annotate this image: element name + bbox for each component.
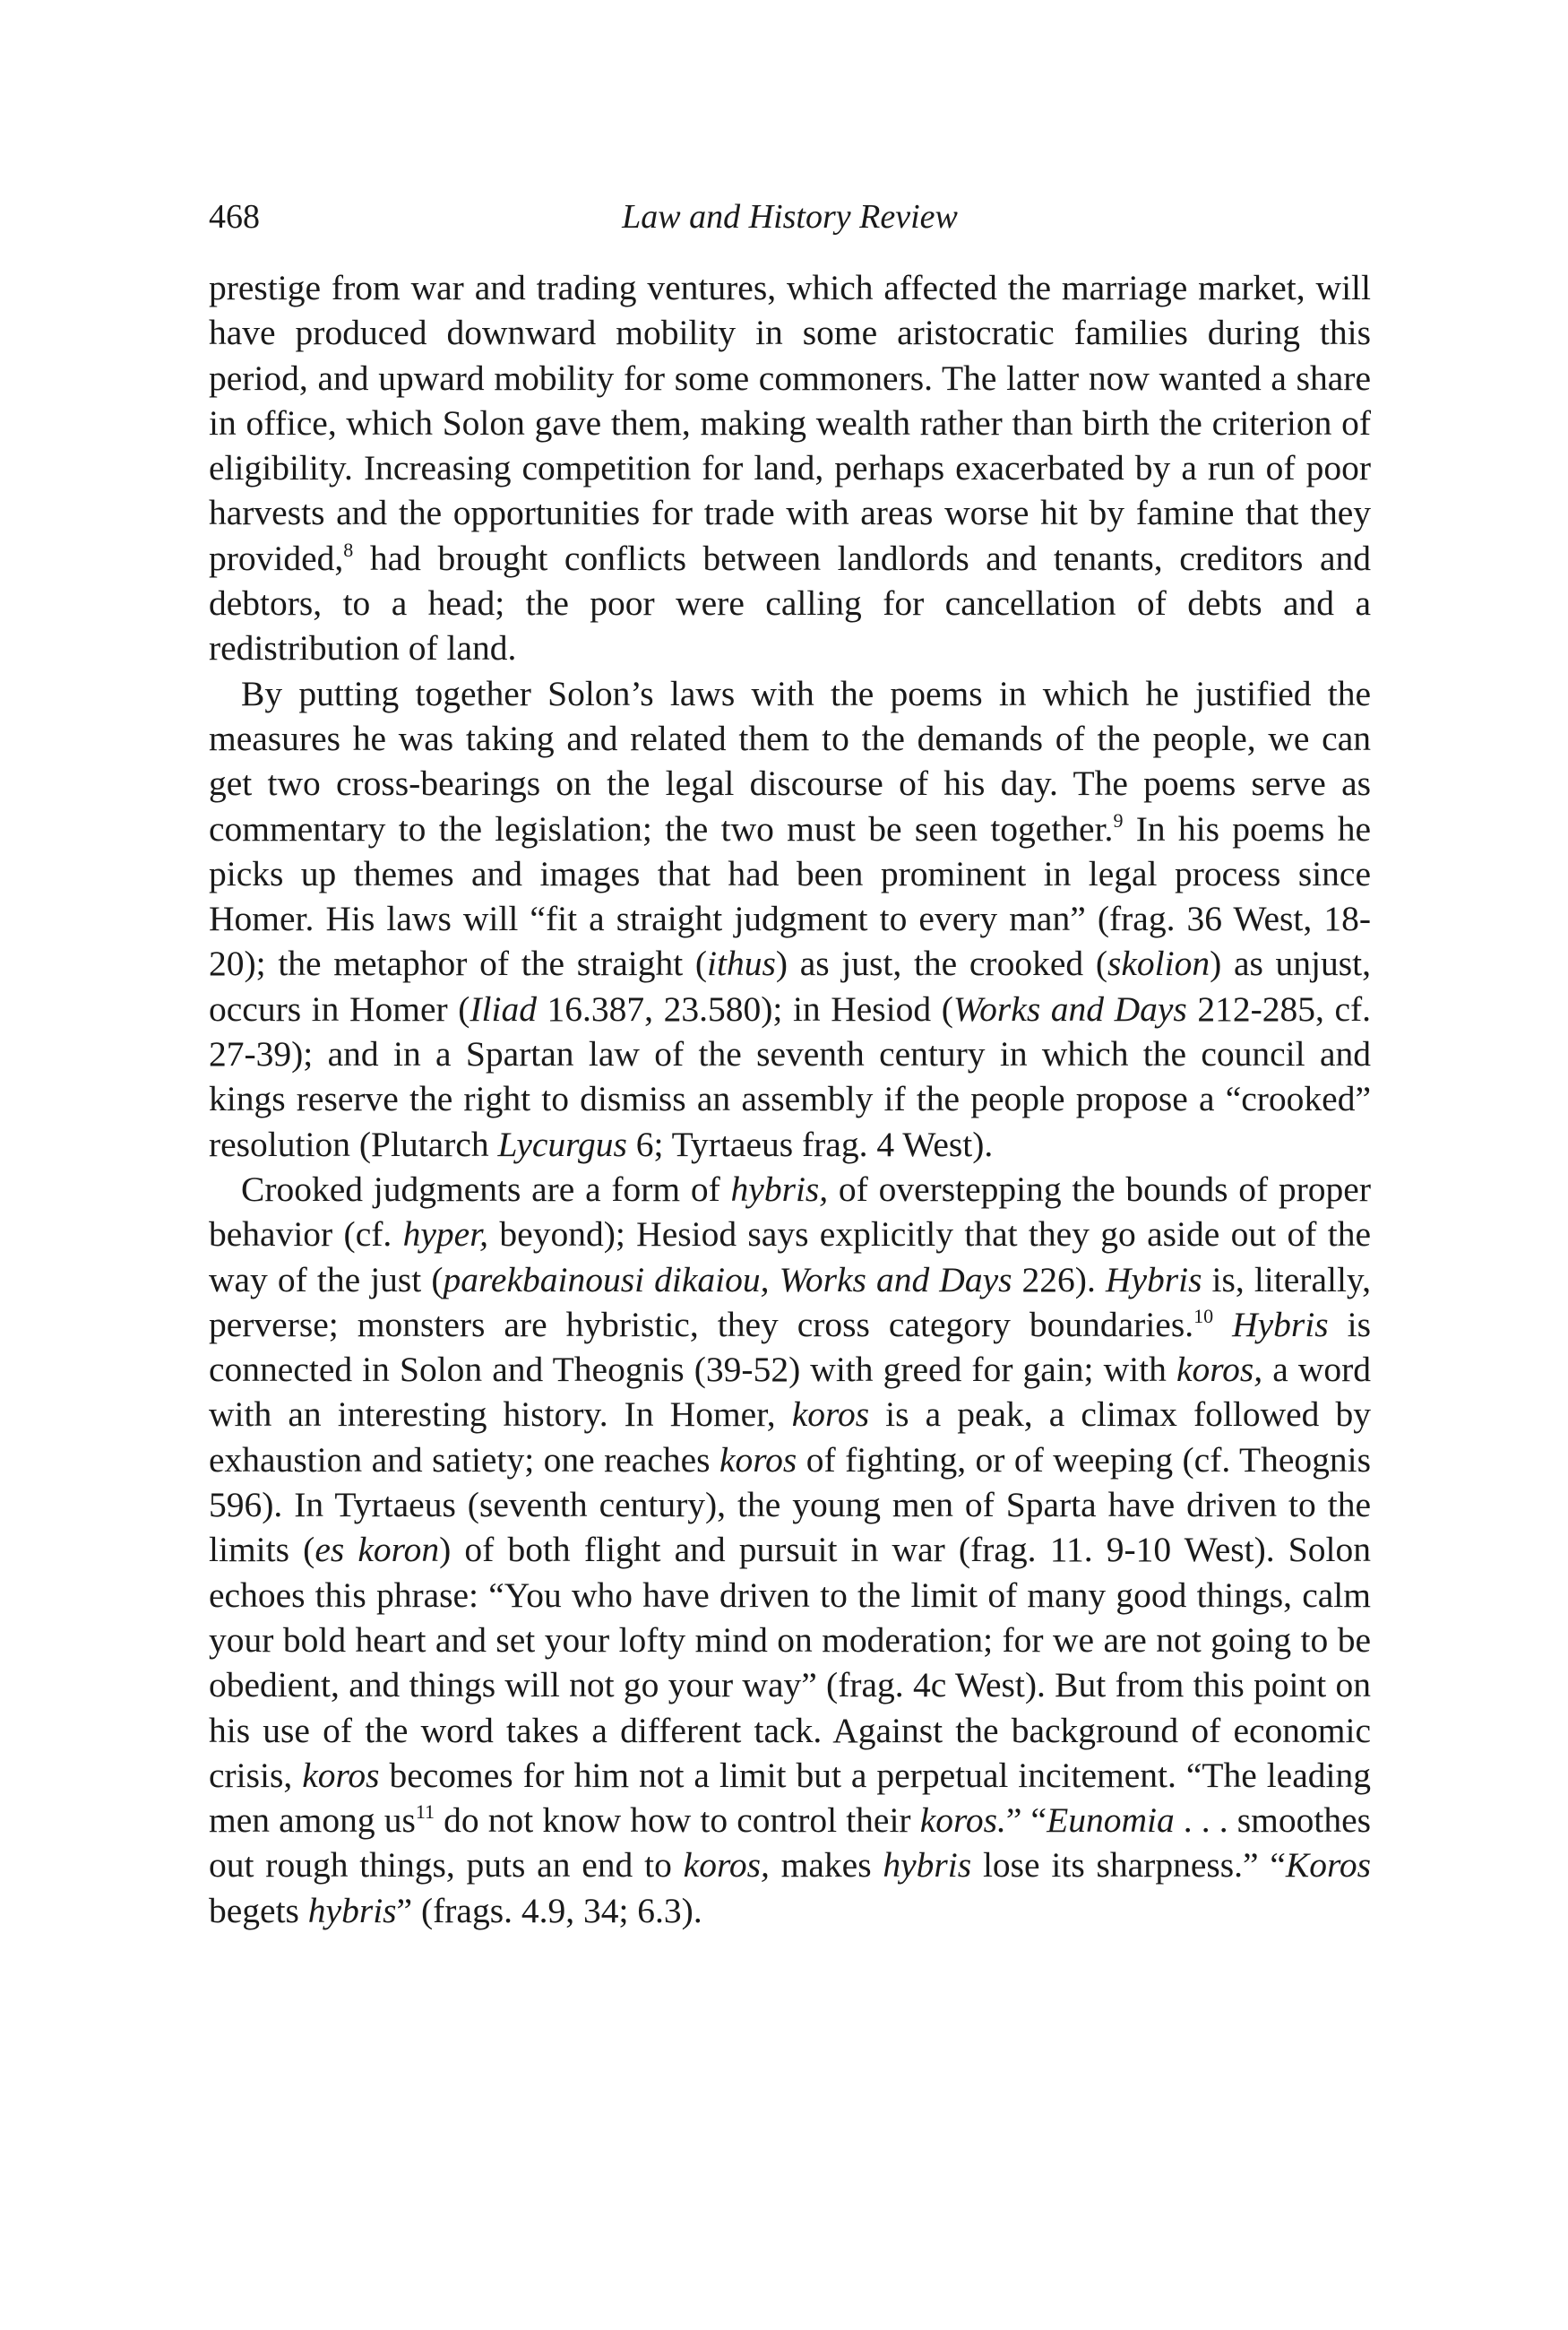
italic-text: es koron <box>314 1530 440 1570</box>
italic-text: Koros <box>1285 1845 1371 1886</box>
italic-text: hybris <box>307 1890 397 1930</box>
footnote-marker: 11 <box>415 1800 435 1824</box>
italic-text: hybris <box>883 1845 972 1886</box>
text-run: 226). <box>1012 1259 1106 1299</box>
text-run: 16.387, 23.580); in Hesiod ( <box>536 988 953 1029</box>
italic-text: hyper, <box>402 1214 489 1255</box>
text-run: 212-285, cf. 27-39); and in a Spartan law of the seventh century in which the council and kings reserve the right to dismiss an assembly if the people propose a “crooked” resolution (Plutarch <box>209 988 1372 1164</box>
italic-text: parekbainousi dikaiou, Works and Days <box>443 1259 1012 1299</box>
text-run: Crooked judgments are a form of <box>241 1169 731 1209</box>
text-run: do not know how to control their <box>435 1800 920 1841</box>
text-run: had brought conflicts between landlords and tenants, creditors and debtors, to a head; the poor were calling for cancellation of debts and a redistribution of land. <box>209 538 1371 669</box>
text-run: is, literally, perverse; monsters are hybristic, they cross category boundaries. <box>209 1259 1371 1344</box>
paragraph <box>209 1167 1371 1933</box>
italic-text: hybris, <box>730 1169 829 1209</box>
italic-text: ithus <box>707 944 776 984</box>
text-run: In his poems he picks up themes and images that had been prominent in legal process since Homer. His laws will “fit a straight judgment to every man” (frag. 36 West, 18-20); the metaphor of the straight ( <box>209 808 1371 984</box>
italic-text: koros <box>719 1439 797 1480</box>
italic-text: Hybris <box>1105 1259 1202 1299</box>
text-run: becomes for him not a limit but a perpetual incitement. “The leading men among us <box>209 1755 1371 1841</box>
text-run: lose its sharpness.” “ <box>971 1845 1286 1886</box>
italic-text: koros. <box>919 1800 1006 1841</box>
page <box>209 192 1371 1933</box>
italic-text: Works and Days <box>952 988 1187 1029</box>
text-run: begets <box>209 1890 308 1930</box>
running-head <box>209 192 1371 242</box>
italic-text: Lycurgus <box>497 1124 627 1164</box>
text-run: of fighting, or of weeping (cf. Theognis 596). In Tyrtaeus (seventh century), the young men of Sparta have driven to the limits ( <box>209 1439 1371 1570</box>
text-run: of overstepping the bounds of proper behavior (cf. <box>209 1169 1371 1255</box>
paragraph <box>209 671 1371 1167</box>
text-run: ) as unjust, occurs in Homer ( <box>209 944 1371 1029</box>
text-run: is connected in Solon and Theognis (39-52) with greed for gain; with <box>209 1304 1371 1390</box>
text-run: ) of both flight and pursuit in war (frag. 11. 9-10 West). Solon echoes this phrase: “You who have driven to the limit of many good things, calm your bold heart and set your lofty mind on moderation; for we are not going to be obedient, and things will not go your way” (frag. 4c West). But from this point on his use of the word takes a different tack. Against the background of economic crisis, <box>209 1530 1371 1795</box>
italic-text: Hybris <box>1232 1304 1329 1344</box>
italic-text: koros, <box>683 1845 770 1886</box>
body-text <box>209 265 1371 1933</box>
text-run: ” “ <box>1005 1800 1047 1841</box>
footnote-marker: 9 <box>1113 808 1124 832</box>
text-run: makes <box>769 1845 883 1886</box>
text-run: ) as just, the crooked ( <box>775 944 1107 984</box>
text-run: is a peak, a climax followed by exhaustion and satiety; one reaches <box>209 1394 1371 1480</box>
text-run: beyond); Hesiod says explicitly that they go aside out of the way of the just ( <box>209 1214 1371 1299</box>
text-run: . . . smoothes out rough things, puts an end to <box>209 1800 1371 1886</box>
italic-text: skolion <box>1107 944 1210 984</box>
text-run: By putting together Solon’s laws with the poems in which he justified the measures he was taking and related them to the demands of the people, we can get two cross-bearings on the legal discourse of his day. The poems serve as commentary to the legislation; the two must be seen together. <box>209 673 1371 849</box>
journal-title: Law and History Review <box>622 198 958 236</box>
italic-text: koros <box>302 1755 380 1795</box>
footnote-marker: 10 <box>1193 1304 1214 1327</box>
text-run: 6; Tyrtaeus frag. 4 West). <box>626 1124 994 1164</box>
text-run <box>1213 1305 1232 1344</box>
italic-text: koros, <box>1176 1350 1263 1390</box>
italic-text: koros <box>791 1394 870 1435</box>
paragraph <box>209 265 1371 671</box>
footnote-marker: 8 <box>343 538 354 561</box>
page-number: 468 <box>209 198 260 236</box>
italic-text: Eunomia <box>1047 1800 1175 1841</box>
text-run: prestige from war and trading ventures, which affected the marriage market, will have produced downward mobility in some aristocratic families during this period, and upward mobility for some commoners. The latter now wanted a share in office, which Solon gave them, making wealth rather than birth the criterion of eligibility. Increasing competition for land, perhaps exacerbated by a run of poor harvests and the opportunities for trade with areas worse hit by famine that they provided, <box>209 268 1371 578</box>
text-run: a word with an interesting history. In Homer, <box>209 1350 1372 1435</box>
text-run: ” (frags. 4.9, 34; 6.3). <box>396 1890 702 1930</box>
italic-text: Iliad <box>470 988 537 1029</box>
